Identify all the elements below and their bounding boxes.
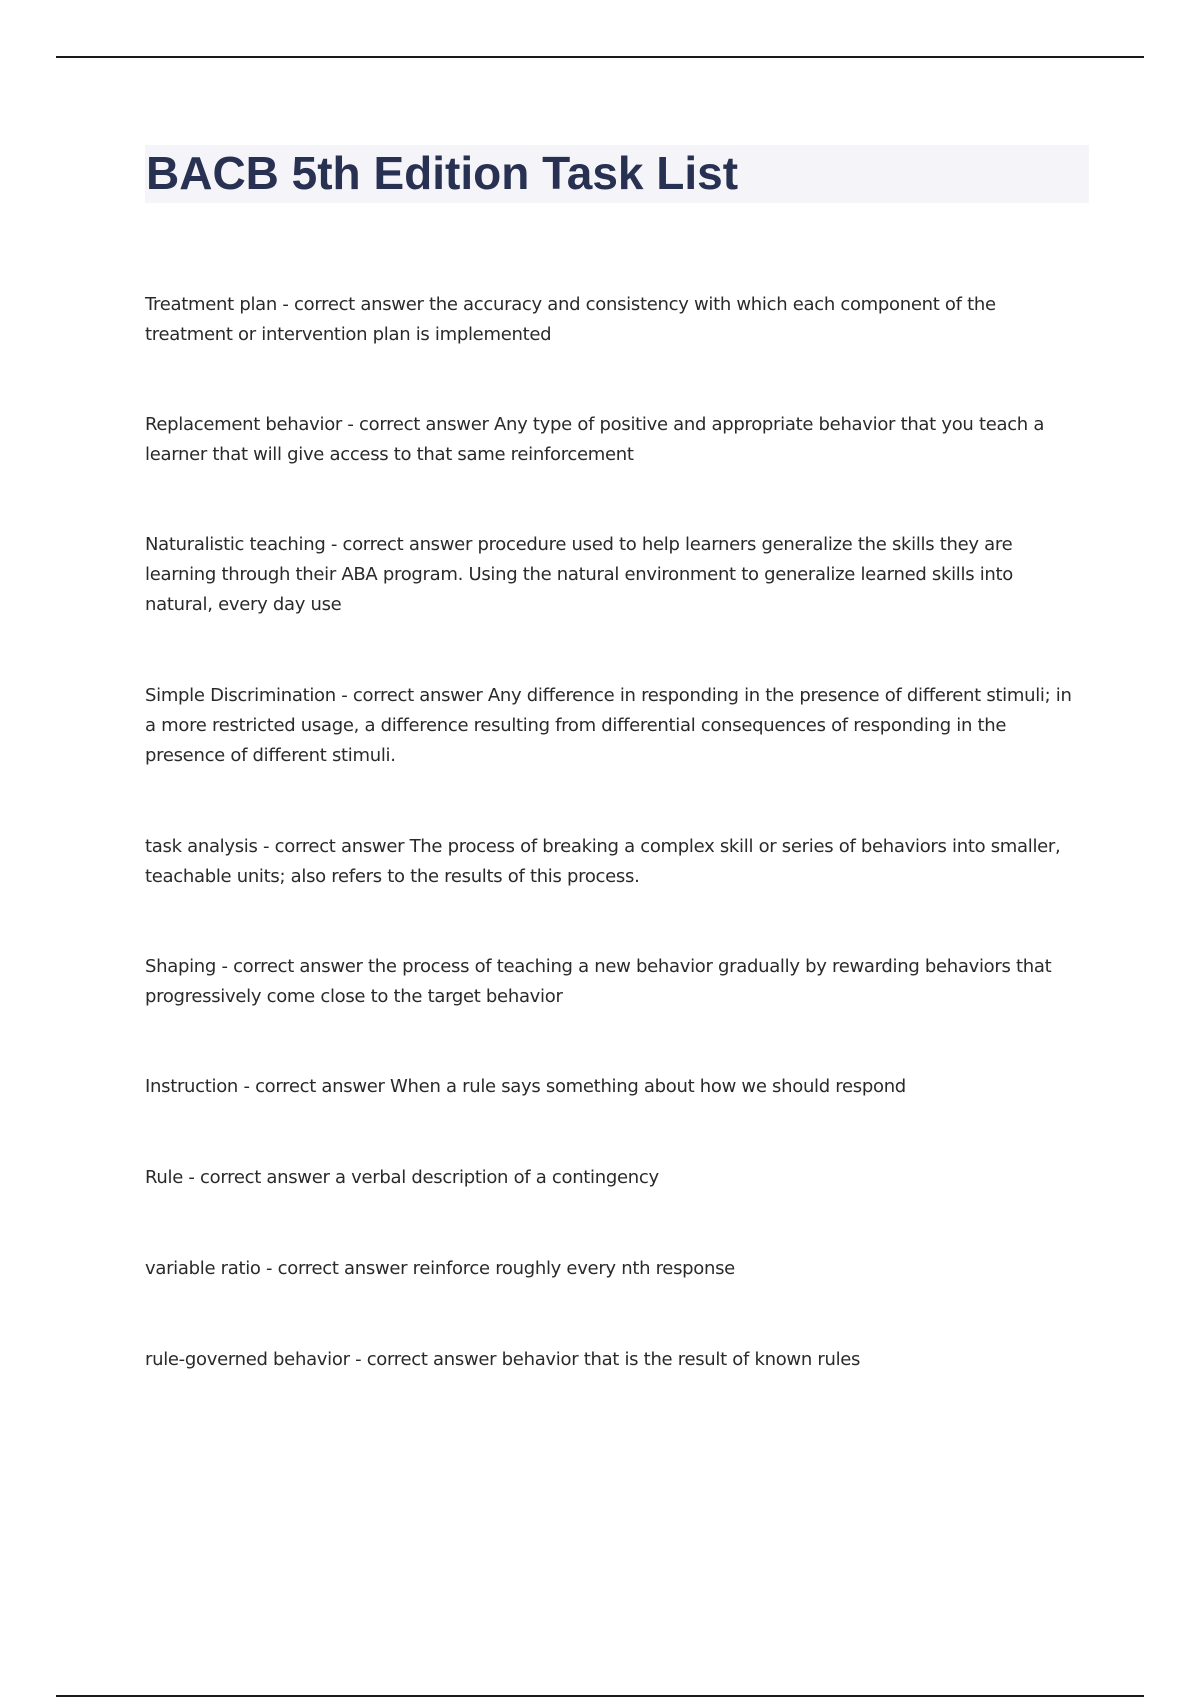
document-title: BACB 5th Edition Task List [146,147,739,199]
definition-entry-shaping: Shaping - correct answer the process of teaching a new behavior gradually by rewarding behaviors that progressively come close to the target behavior [145,956,1052,1007]
definition-entry-task-analysis: task analysis - correct answer The process of breaking a complex skill or series of behaviors into smaller, teachable units; also refers to the results of this process. [145,836,1061,887]
bottom-divider [56,1695,1144,1697]
definition-entry-variable-ratio: variable ratio - correct answer reinforce roughly every nth response [145,1258,735,1279]
definition-entry-naturalistic-teaching: Naturalistic teaching - correct answer procedure used to help learners generalize the skills they are learning through their ABA program. Using the natural environment to generalize learned skills into natural, every day use [145,534,1013,615]
top-divider [56,56,1144,58]
definition-entry-replacement-behavior: Replacement behavior - correct answer Any type of positive and appropriate behavior that you teach a learner that will give access to that same reinforcement [145,414,1045,465]
definition-list [145,290,1085,1375]
definition-entry-instruction: Instruction - correct answer When a rule says something about how we should respond [145,1076,906,1097]
definition-entry-rule-governed-behavior: rule-governed behavior - correct answer behavior that is the result of known rules [145,1349,861,1370]
definition-entry-rule: Rule - correct answer a verbal description of a contingency [145,1167,659,1188]
definition-entry-treatment-plan: Treatment plan - correct answer the accuracy and consistency with which each component of the treatment or intervention plan is implemented [145,294,996,345]
definition-entry-simple-discrimination: Simple Discrimination - correct answer Any difference in responding in the presence of different stimuli; in a more restricted usage, a difference resulting from differential consequences of responding in the presence of different stimuli. [145,685,1072,766]
